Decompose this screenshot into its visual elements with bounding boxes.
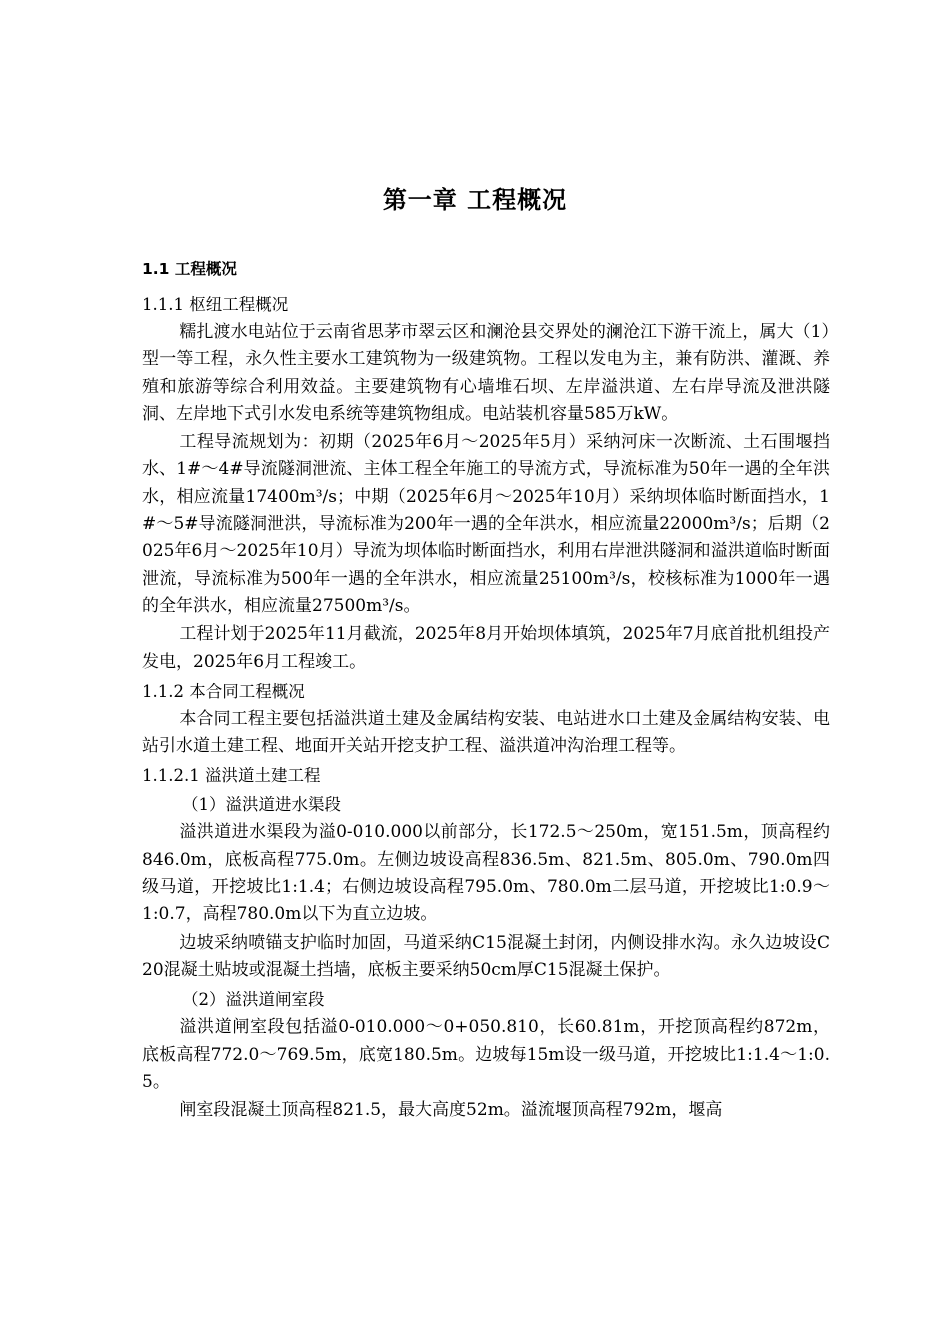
paragraph-contract-scope: 本合同工程主要包括溢洪道土建及金属结构安装、电站进水口土建及金属结构安装、电站引水道土建工程、地面开关站开挖支护工程、溢洪道冲沟治理工程等。: [142, 708, 830, 757]
chapter-title: 第一章 工程概况: [382, 185, 568, 214]
section-heading-1-1-2: 1.1.2 本合同工程概况: [142, 681, 305, 701]
section-heading-1-1-2-1: 1.1.2.1 溢洪道土建工程: [142, 766, 321, 786]
paragraph-intake-channel: 溢洪道进水渠段为溢0-010.000以前部分，长172.5～250m，宽151.5m，顶高程约846.0m，底板高程775.0m。左侧边坡设高程836.5m、821.5m、805.0m、790.0m四级马道，开挖坡比1:1.4；右侧边坡设高程795.0m、780.0m二层马道，开挖坡比1:0.9～1:0.7，高程780.0m以下为直立边坡。: [142, 822, 830, 925]
subheading-intake-channel: （1）溢洪道进水渠段: [182, 795, 341, 815]
paragraph-gate-concrete: 闸室段混凝土顶高程821.5，最大高度52m。溢流堰顶高程792m，堰高: [179, 1100, 723, 1121]
paragraph-diversion-plan: 工程导流规划为：初期（2025年6月～2025年5月）采纳河床一次断流、土石围堰挡水、1#～4#导流隧洞泄流、主体工程全年施工的导流方式，导流标准为50年一遇的全年洪水，相应流量17400m³/s；中期（2025年6月～2025年10月）采纳坝体临时断面挡水，1#～5#导流隧洞泄洪，导流标准为200年一遇的全年洪水，相应流量22000m³/s；后期（2025年6月～2025年10月）导流为坝体临时断面挡水，利用右岸泄洪隧洞和溢洪道临时断面泄流，导流标准为500年一遇的全年洪水，相应流量25100m³/s，校核标准为1000年一遇的全年洪水，相应流量27500m³/s。: [142, 432, 830, 616]
paragraph-project-location: 糯扎渡水电站位于云南省思茅市翠云区和澜沧县交界处的澜沧江下游干流上，属大（1）型一等工程，永久性主要水工建筑物为一级建筑物。工程以发电为主，兼有防洪、灌溉、养殖和旅游等综合利用效益。主要建筑物有心墙堆石坝、左岸溢洪道、左右岸导流及泄洪隧洞、左岸地下式引水发电系统等建筑物组成。电站装机容量585万kW。: [142, 322, 830, 424]
section-heading-1-1: 1.1 工程概况: [142, 260, 237, 278]
paragraph-schedule: 工程计划于2025年11月截流，2025年8月开始坝体填筑，2025年7月底首批机组投产发电，2025年6月工程竣工。: [142, 624, 830, 672]
subheading-gate-chamber: （2）溢洪道闸室段: [182, 990, 325, 1010]
section-heading-1-1-1: 1.1.1 枢纽工程概况: [142, 295, 289, 314]
paragraph-gate-chamber: 溢洪道闸室段包括溢0-010.000～0+050.810，长60.81m，开挖顶高程约872m，底板高程772.0～769.5m，底宽180.5m。边坡每15m设一级马道，开挖坡比1:1.4～1:0.5。: [142, 1017, 830, 1092]
paragraph-slope-support: 边坡采纳喷锚支护临时加固，马道采纳C15混凝土封闭，内侧设排水沟。永久边坡设C20混凝土贴坡或混凝土挡墙，底板主要采纳50cm厚C15混凝土保护。: [142, 932, 830, 980]
document-body: [142, 254, 830, 1125]
